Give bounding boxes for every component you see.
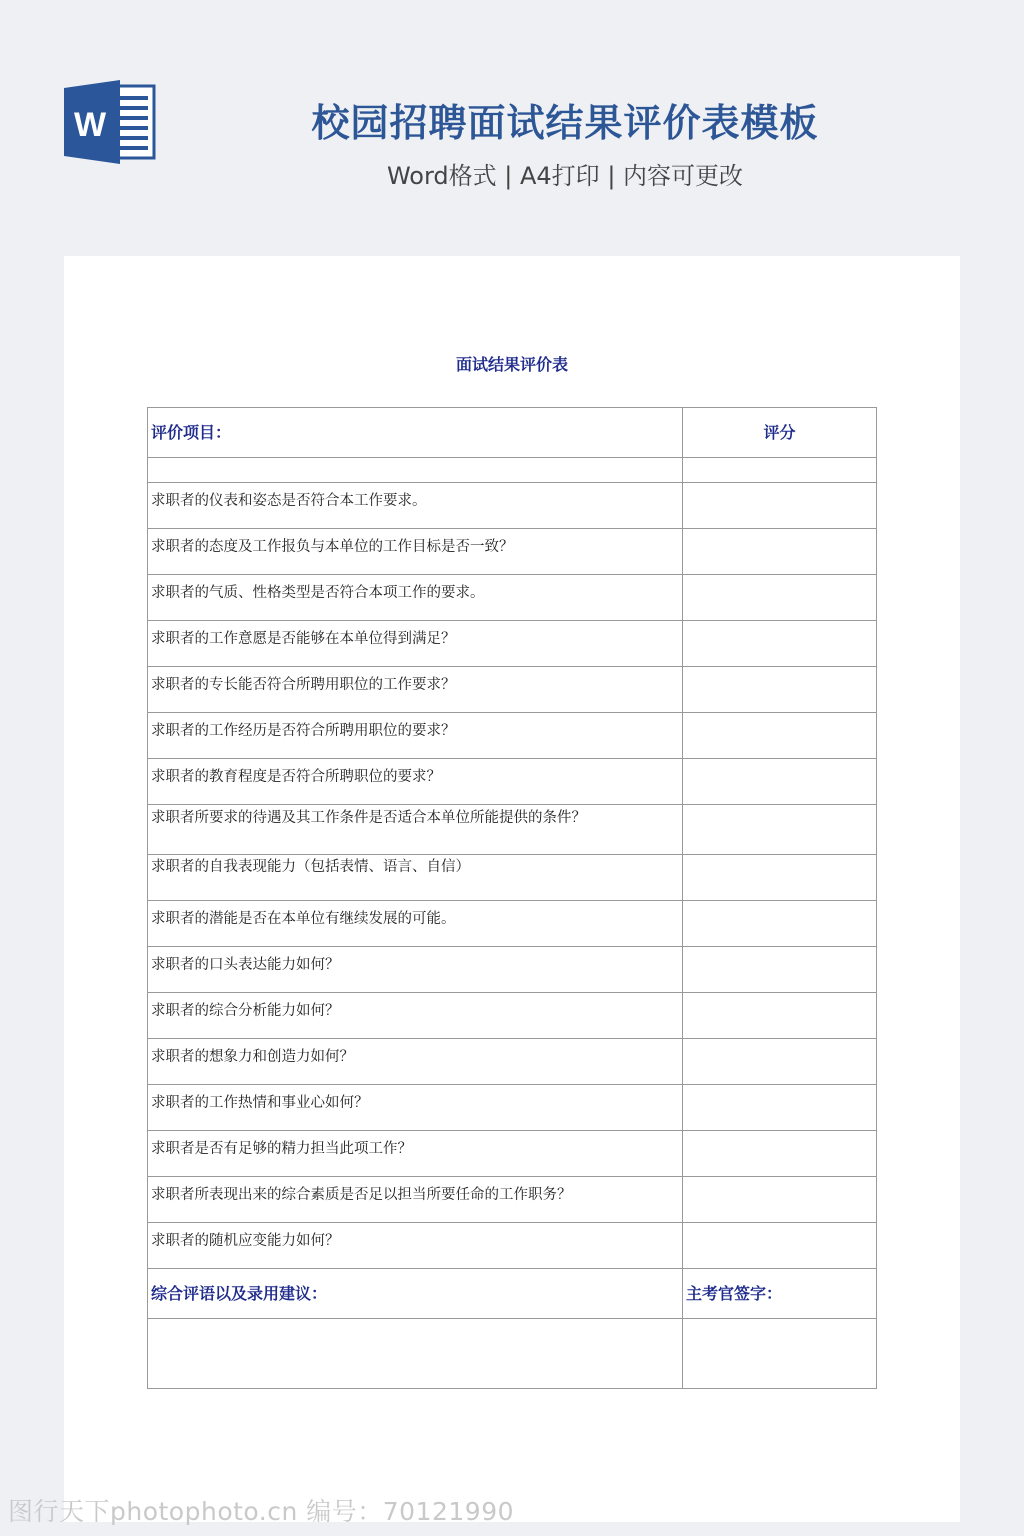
document-page [64, 256, 960, 1522]
score-cell[interactable] [683, 667, 877, 713]
table-row [148, 575, 877, 621]
question-cell: 求职者的工作意愿是否能够在本单位得到满足？ [148, 621, 683, 667]
question-cell: 求职者的教育程度是否符合所聘职位的要求？ [148, 759, 683, 805]
score-cell[interactable] [683, 947, 877, 993]
header-item-cell: 评价项目： [148, 408, 683, 458]
word-logo-letter: W [73, 106, 107, 144]
table-row [148, 901, 877, 947]
table-row [148, 667, 877, 713]
question-cell: 求职者的气质、性格类型是否符合本项工作的要求。 [148, 575, 683, 621]
question-cell: 求职者的口头表达能力如何？ [148, 947, 683, 993]
table-row [148, 759, 877, 805]
table-row [148, 1085, 877, 1131]
table-row [148, 805, 877, 855]
score-cell[interactable] [683, 713, 877, 759]
score-cell[interactable] [683, 1177, 877, 1223]
table-row [148, 947, 877, 993]
banner-title: 校园招聘面试结果评价表模板 [311, 101, 819, 145]
score-cell[interactable] [683, 483, 877, 529]
question-cell: 求职者的专长能否符合所聘用职位的工作要求？ [148, 667, 683, 713]
score-cell[interactable] [683, 575, 877, 621]
score-cell[interactable] [683, 1223, 877, 1269]
banner-subtitle: Word格式 | A4打印 | 内容可更改 [386, 162, 744, 190]
score-cell[interactable] [683, 855, 877, 901]
question-cell: 求职者的态度及工作报负与本单位的工作目标是否一致？ [148, 529, 683, 575]
question-cell: 求职者所表现出来的综合素质是否足以担当所要任命的工作职务？ [148, 1177, 683, 1223]
signature-label-cell: 主考官签字： [683, 1269, 877, 1319]
table-row [148, 1223, 877, 1269]
question-cell: 求职者的工作热情和事业心如何？ [148, 1085, 683, 1131]
word-icon [64, 80, 156, 164]
score-cell[interactable] [683, 458, 877, 483]
footer-input-row [148, 1319, 877, 1389]
comments-label-cell: 综合评语以及录用建议： [148, 1269, 683, 1319]
question-cell: 求职者是否有足够的精力担当此项工作？ [148, 1131, 683, 1177]
question-cell: 求职者的潜能是否在本单位有继续发展的可能。 [148, 901, 683, 947]
table-row [148, 993, 877, 1039]
score-cell[interactable] [683, 529, 877, 575]
table-row [148, 855, 877, 901]
table-row [148, 713, 877, 759]
question-cell: 求职者的想象力和创造力如何？ [148, 1039, 683, 1085]
comments-input-cell[interactable] [148, 1319, 683, 1389]
table-row [148, 483, 877, 529]
question-cell: 求职者的仪表和姿态是否符合本工作要求。 [148, 483, 683, 529]
footer-label-row [148, 1269, 877, 1319]
score-cell[interactable] [683, 1131, 877, 1177]
table-row [148, 1177, 877, 1223]
document-title: 面试结果评价表 [455, 355, 568, 374]
question-cell: 求职者所要求的待遇及其工作条件是否适合本单位所能提供的条件？ [148, 805, 683, 855]
score-cell[interactable] [683, 1085, 877, 1131]
score-cell[interactable] [683, 621, 877, 667]
score-cell[interactable] [683, 1039, 877, 1085]
score-cell[interactable] [683, 993, 877, 1039]
table-row [148, 1131, 877, 1177]
score-cell[interactable] [683, 805, 877, 855]
score-cell[interactable] [683, 759, 877, 805]
table-row [148, 621, 877, 667]
blank-cell [148, 458, 683, 483]
table-row [148, 1039, 877, 1085]
question-cell: 求职者的自我表现能力（包括表情、语言、自信） [148, 855, 683, 901]
score-cell[interactable] [683, 901, 877, 947]
evaluation-table [147, 407, 877, 1389]
question-cell: 求职者的工作经历是否符合所聘用职位的要求？ [148, 713, 683, 759]
table-header-row [148, 408, 877, 458]
watermark: 图行天下photophoto.cn 编号：70121990 [8, 1497, 515, 1526]
signature-input-cell[interactable] [683, 1319, 877, 1389]
question-cell: 求职者的随机应变能力如何？ [148, 1223, 683, 1269]
blank-row [148, 458, 877, 483]
table-row [148, 529, 877, 575]
header-score-cell: 评分 [683, 408, 877, 458]
question-cell: 求职者的综合分析能力如何？ [148, 993, 683, 1039]
